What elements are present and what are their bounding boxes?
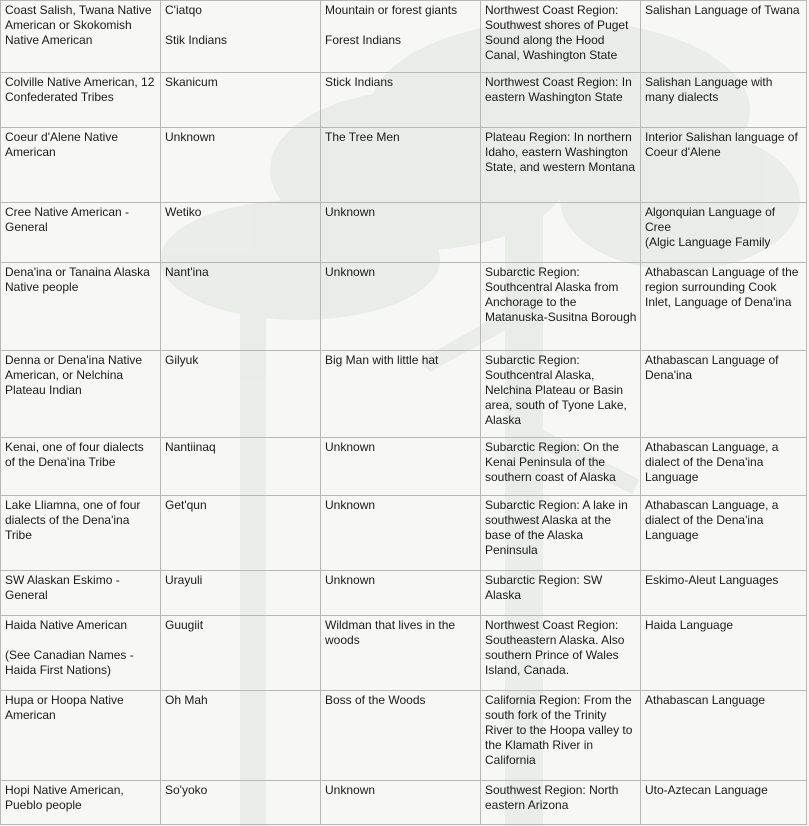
meaning-cell: Unknown xyxy=(321,438,481,496)
table-row xyxy=(1,1,807,73)
table-row xyxy=(1,351,807,438)
meaning-cell: Stick Indians xyxy=(321,73,481,128)
language-cell: Athabascan Language, a dialect of the Dena'ina Language xyxy=(641,496,807,571)
tribe-cell: Dena'ina or Tanaina Alaska Native people xyxy=(1,263,161,351)
region-cell: Northwest Coast Region: Southwest shores of Puget Sound along the Hood Canal, Washington State xyxy=(481,1,641,73)
language-cell: Salishan Language of Twana xyxy=(641,1,807,73)
tribe-cell: Coast Salish, Twana Native American or Skokomish Native American xyxy=(1,1,161,73)
language-cell: Eskimo-Aleut Languages xyxy=(641,571,807,616)
language-cell: Salishan Language with many dialects xyxy=(641,73,807,128)
native-name-cell: Urayuli xyxy=(161,571,321,616)
table-row xyxy=(1,203,807,263)
region-cell: Northwest Coast Region: Southeastern Alaska. Also southern Prince of Wales Island, Canada. xyxy=(481,616,641,691)
meaning-cell: Wildman that lives in the woods xyxy=(321,616,481,691)
meaning-cell: Unknown xyxy=(321,571,481,616)
region-cell: California Region: From the south fork of the Trinity River to the Hoopa valley to the Klamath River in California xyxy=(481,691,641,781)
meaning-cell: Unknown xyxy=(321,203,481,263)
table-row xyxy=(1,781,807,825)
language-cell: Athabascan Language, a dialect of the Dena'ina Language xyxy=(641,438,807,496)
native-name-cell: Unknown xyxy=(161,128,321,203)
region-cell: Northwest Coast Region: In eastern Washington State xyxy=(481,73,641,128)
meaning-cell: Boss of the Woods xyxy=(321,691,481,781)
native-name-cell: Guugiit xyxy=(161,616,321,691)
language-cell: Athabascan Language xyxy=(641,691,807,781)
tribe-cell: Cree Native American - General xyxy=(1,203,161,263)
table-row xyxy=(1,73,807,128)
native-name-cell: So'yoko xyxy=(161,781,321,825)
region-cell: Subarctic Region: A lake in southwest Alaska at the base of the Alaska Peninsula xyxy=(481,496,641,571)
tribe-cell: Colville Native American, 12 Confederated Tribes xyxy=(1,73,161,128)
native-name-cell: Nantiinaq xyxy=(161,438,321,496)
language-cell: Interior Salishan language of Coeur d'Alene xyxy=(641,128,807,203)
table-row xyxy=(1,616,807,691)
meaning-cell: The Tree Men xyxy=(321,128,481,203)
language-cell: Athabascan Language of the region surrounding Cook Inlet, Language of Dena'ina xyxy=(641,263,807,351)
table-row xyxy=(1,571,807,616)
table-row xyxy=(1,691,807,781)
tribe-cell: Coeur d'Alene Native American xyxy=(1,128,161,203)
region-cell: Subarctic Region: On the Kenai Peninsula of the southern coast of Alaska xyxy=(481,438,641,496)
table-row xyxy=(1,496,807,571)
tribe-cell: Kenai, one of four dialects of the Dena'ina Tribe xyxy=(1,438,161,496)
native-name-cell: Gilyuk xyxy=(161,351,321,438)
region-cell xyxy=(481,203,641,263)
tribe-cell: SW Alaskan Eskimo - General xyxy=(1,571,161,616)
table-row xyxy=(1,263,807,351)
region-cell: Subarctic Region: SW Alaska xyxy=(481,571,641,616)
native-name-cell: Wetiko xyxy=(161,203,321,263)
tribe-cell: Hopi Native American, Pueblo people xyxy=(1,781,161,825)
region-cell: Subarctic Region: Southcentral Alaska, Nelchina Plateau or Basin area, south of Tyone Lake, Alaska xyxy=(481,351,641,438)
language-cell: Uto-Aztecan Language xyxy=(641,781,807,825)
meaning-cell: Mountain or forest giants Forest Indians xyxy=(321,1,481,73)
meaning-cell: Unknown xyxy=(321,496,481,571)
table-row xyxy=(1,128,807,203)
tribe-cell: Denna or Dena'ina Native American, or Nelchina Plateau Indian xyxy=(1,351,161,438)
table-row xyxy=(1,438,807,496)
native-name-cell: C'iatqo Stik Indians xyxy=(161,1,321,73)
tribe-cell: Lake Lliamna, one of four dialects of the Dena'ina Tribe xyxy=(1,496,161,571)
language-cell: Haida Language xyxy=(641,616,807,691)
language-cell: Athabascan Language of Dena'ina xyxy=(641,351,807,438)
meaning-cell: Unknown xyxy=(321,263,481,351)
region-cell: Southwest Region: North eastern Arizona xyxy=(481,781,641,825)
region-cell: Plateau Region: In northern Idaho, eastern Washington State, and western Montana xyxy=(481,128,641,203)
native-name-cell: Nant'ina xyxy=(161,263,321,351)
meaning-cell: Unknown xyxy=(321,781,481,825)
tribe-cell: Haida Native American (See Canadian Names - Haida First Nations) xyxy=(1,616,161,691)
native-name-cell: Get'qun xyxy=(161,496,321,571)
tribe-cell: Hupa or Hoopa Native American xyxy=(1,691,161,781)
native-name-cell: Oh Mah xyxy=(161,691,321,781)
meaning-cell: Big Man with little hat xyxy=(321,351,481,438)
native-name-cell: Skanicum xyxy=(161,73,321,128)
region-cell: Subarctic Region: Southcentral Alaska from Anchorage to the Matanuska-Susitna Borough xyxy=(481,263,641,351)
language-cell: Algonquian Language of Cree (Algic Language Family xyxy=(641,203,807,263)
